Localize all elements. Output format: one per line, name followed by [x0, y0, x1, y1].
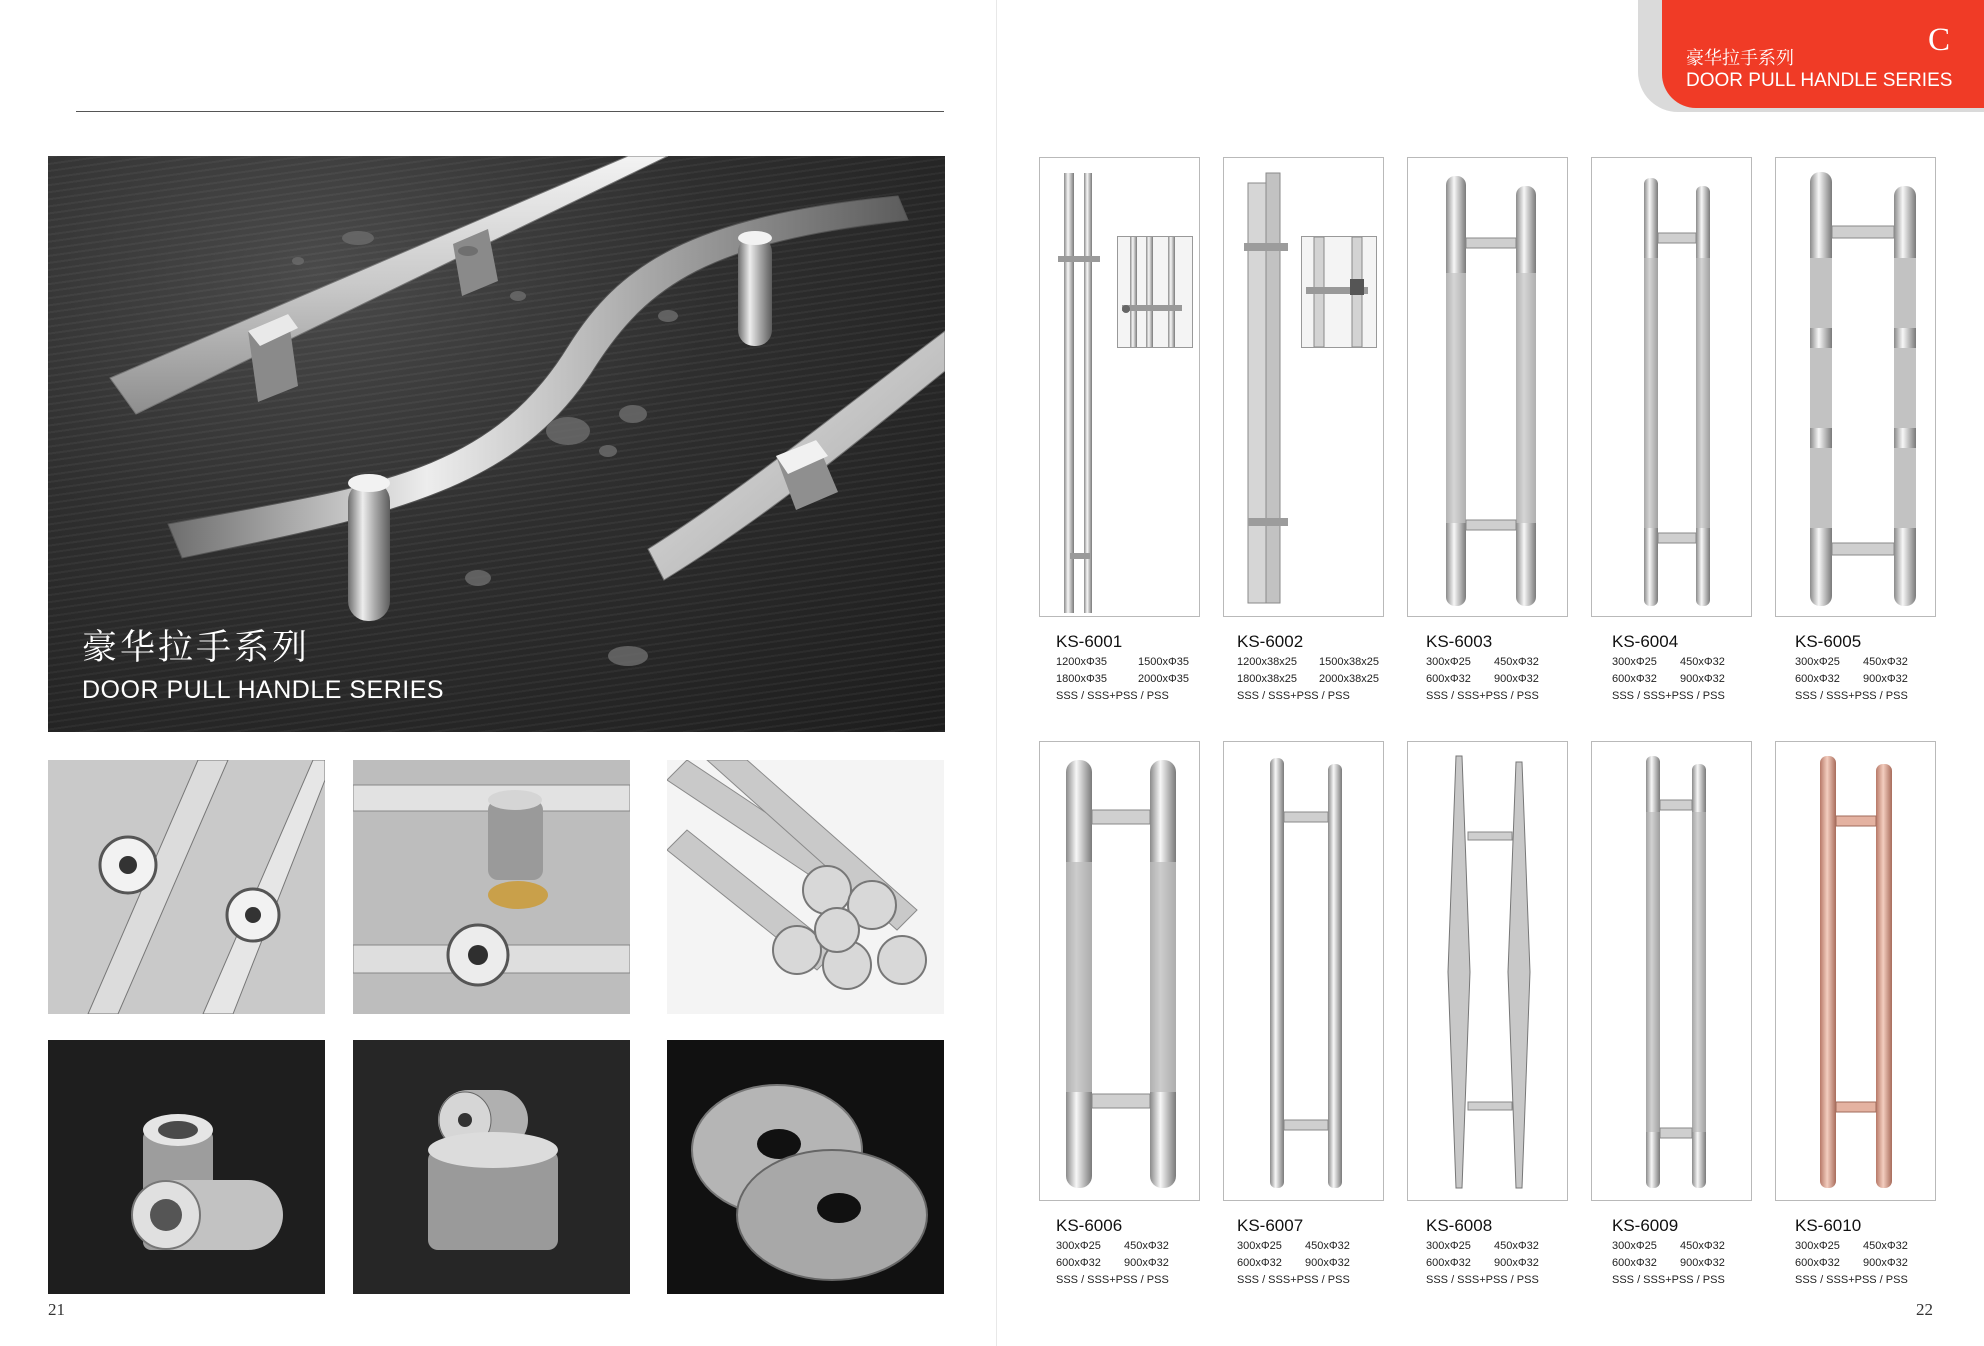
product-code: KS-6005 — [1795, 632, 1862, 651]
product-card-ks-6004 — [1591, 157, 1752, 617]
product-code: KS-6009 — [1612, 1216, 1679, 1235]
product-specs: 300xΦ25 450xΦ32 600xΦ32 900xΦ32 SSS / SSS+PSS / PSS — [1612, 656, 1725, 702]
product-specs: 300xΦ25 450xΦ32 600xΦ32 900xΦ32 SSS / SSS+PSS / PSS — [1795, 1240, 1908, 1286]
detail-photo-round-plates — [667, 1040, 944, 1294]
product-specs: 300xΦ25 450xΦ32 600xΦ32 900xΦ32 SSS / SSS+PSS / PSS — [1426, 1240, 1539, 1286]
detail-photo-lock-cylinder — [353, 760, 630, 1014]
product-card-ks-6002 — [1223, 157, 1384, 617]
hero-title-en: DOOR PULL HANDLE SERIES — [82, 676, 445, 704]
product-code: KS-6004 — [1612, 632, 1679, 651]
hero-title-cn: 豪华拉手系列 — [82, 628, 311, 668]
product-specs: 300xΦ25 450xΦ32 600xΦ32 900xΦ32 SSS / SSS+PSS / PSS — [1237, 1240, 1350, 1286]
detail-photo-steel-rods — [667, 760, 944, 1014]
product-code: KS-6001 — [1056, 632, 1123, 651]
page-number-left: 21 — [48, 1300, 65, 1319]
page-divider — [996, 0, 997, 1346]
lock-detail-inset — [1301, 236, 1377, 348]
lock-detail-inset — [1117, 236, 1193, 348]
product-code: KS-6006 — [1056, 1216, 1123, 1235]
product-card-ks-6010 — [1775, 741, 1936, 1201]
product-specs: 300xΦ25 450xΦ32 600xΦ32 900xΦ32 SSS / SSS+PSS / PSS — [1056, 1240, 1169, 1286]
product-card-ks-6003 — [1407, 157, 1568, 617]
product-code: KS-6007 — [1237, 1216, 1304, 1235]
product-card-ks-6009 — [1591, 741, 1752, 1201]
hero-image — [48, 156, 945, 732]
product-specs: 300xΦ25 450xΦ32 600xΦ32 900xΦ32 SSS / SSS+PSS / PSS — [1426, 656, 1539, 702]
detail-photo-tube-fittings — [48, 1040, 325, 1294]
product-code: KS-6003 — [1426, 632, 1493, 651]
header-rule — [76, 111, 944, 112]
detail-photo-standoff-caps — [353, 1040, 630, 1294]
section-letter: C — [1928, 22, 1951, 58]
product-specs: 1200xΦ35 1500xΦ35 1800xΦ35 2000xΦ35 SSS / SSS+PSS / PSS — [1056, 656, 1189, 702]
product-card-ks-6006 — [1039, 741, 1200, 1201]
section-tab-title-en: DOOR PULL HANDLE SERIES — [1686, 70, 1953, 91]
product-code: KS-6002 — [1237, 632, 1304, 651]
product-card-ks-6008 — [1407, 741, 1568, 1201]
product-card-ks-6007 — [1223, 741, 1384, 1201]
product-specs: 300xΦ25 450xΦ32 600xΦ32 900xΦ32 SSS / SSS+PSS / PSS — [1612, 1240, 1725, 1286]
product-card-ks-6001 — [1039, 157, 1200, 617]
product-card-ks-6005 — [1775, 157, 1936, 617]
product-code: KS-6008 — [1426, 1216, 1493, 1235]
product-specs: 300xΦ25 450xΦ32 600xΦ32 900xΦ32 SSS / SSS+PSS / PSS — [1795, 656, 1908, 702]
product-specs: 1200x38x25 1500x38x25 1800x38x25 2000x38x25 SSS / SSS+PSS / PSS — [1237, 656, 1379, 702]
product-code: KS-6010 — [1795, 1216, 1862, 1235]
page-number-right: 22 — [1916, 1300, 1933, 1319]
section-tab-title-cn: 豪华拉手系列 — [1686, 48, 1794, 69]
detail-photo-tube-ends — [48, 760, 325, 1014]
